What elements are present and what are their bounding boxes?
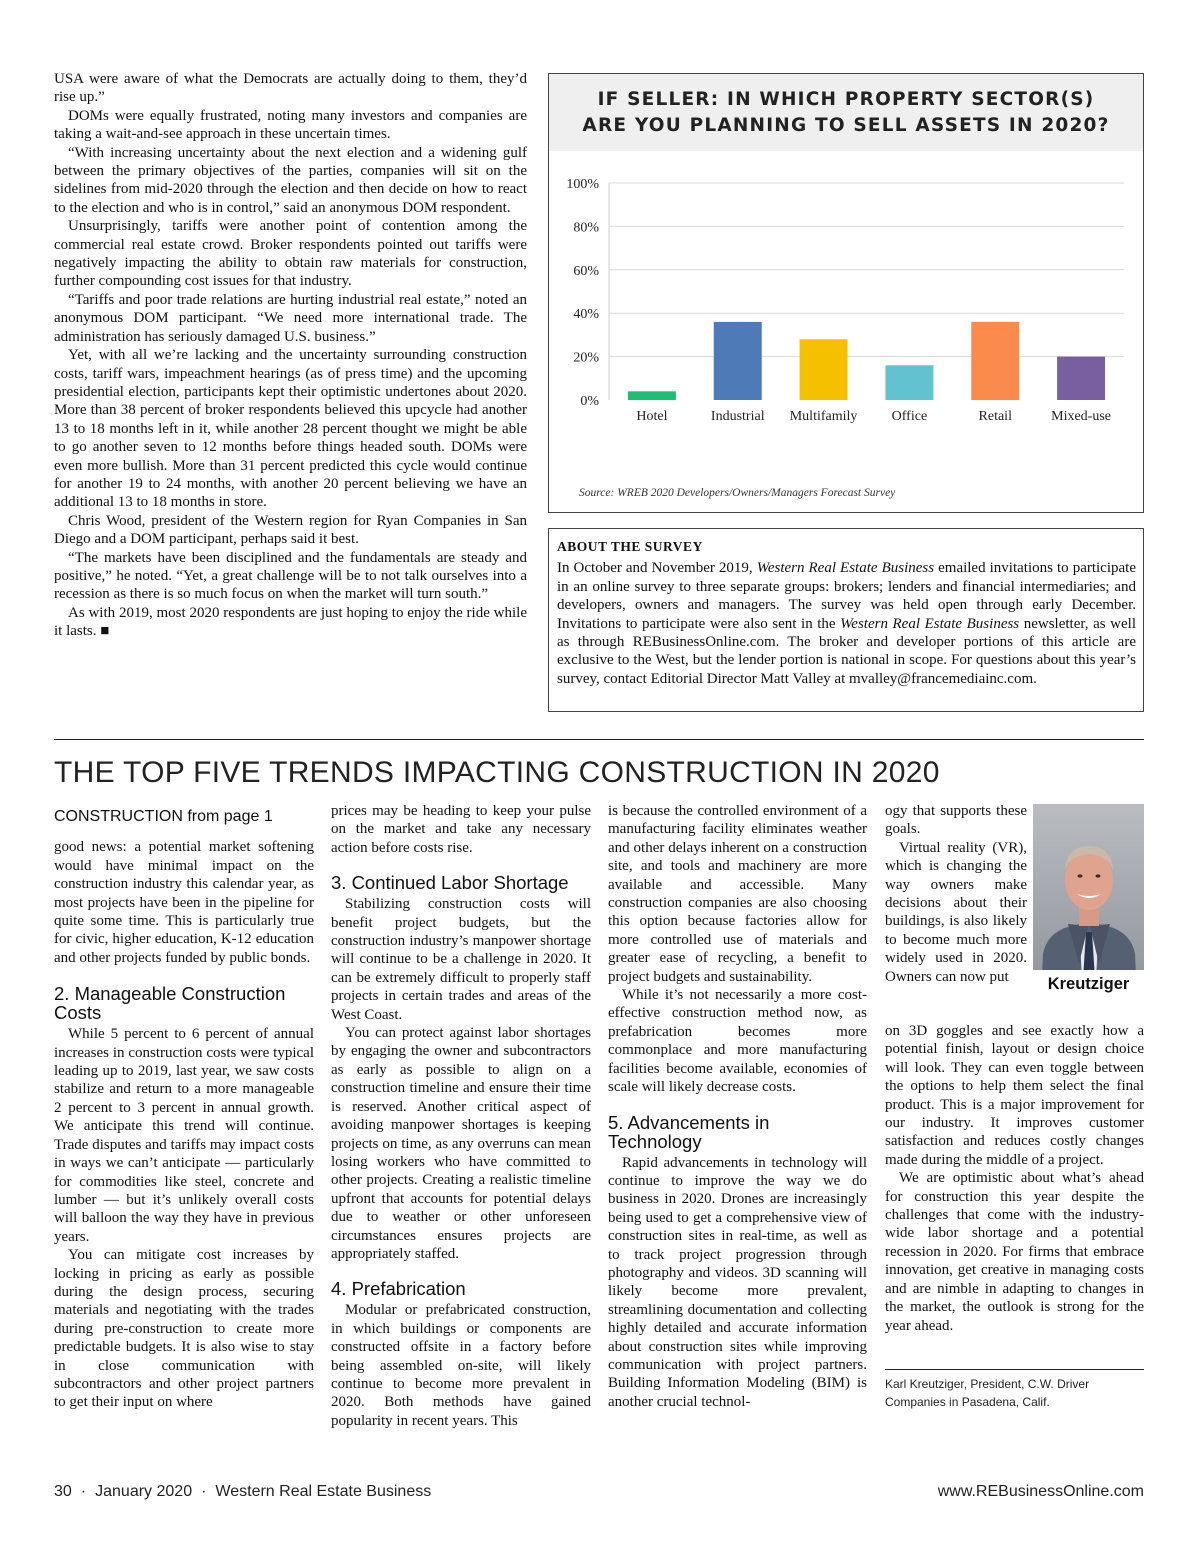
paragraph: “The markets have been disciplined and the fundamentals are steady and positive,” he noted. “Yet, a great challenge will be to not talk ourselves into a recession as there is so much focus on when the market will turn south.” (54, 549, 527, 603)
top-article (54, 70, 527, 641)
paragraph: While it’s not necessarily a more cost-effective construction method now, as prefabrication becomes more commonplace and more manufacturing facilities become available, economies of scale will likely decrease costs. (608, 987, 867, 1096)
x-tick-label: Mixed-use (1051, 409, 1112, 424)
paragraph: “With increasing uncertainty about the next election and a widening gulf between the primary objectives of the parties, companies will sit on the sidelines from mid-2020 through the election and then decide on how to react to the election and who is in control,” said an anonymous DOM respondent. (54, 144, 527, 216)
separator: · (201, 1483, 207, 1500)
y-tick-label: 40% (573, 307, 599, 323)
bar-chart (549, 151, 1143, 481)
paragraph: USA were aware of what the Democrats are actually doing to them, they’d rise up.” (54, 71, 527, 106)
y-tick-label: 20% (573, 350, 599, 366)
column-3 (608, 802, 867, 1411)
about-text (557, 559, 1136, 688)
paragraph: is because the controlled environment of a manufacturing facility eliminates weather and other delays inherent on a construction site, and tools and machinery are more available and accessible. Many construction companies are also choosing this option because factories allow for more controlled use of materials and greater ease of recycling, a benefit to project budgets and sustainability. (608, 803, 867, 985)
paragraph-text: As with 2019, most 2020 respondents are just hoping to enjoy the ride while it lasts. (54, 604, 527, 640)
column-2 (331, 802, 591, 1430)
publication-name: Western Real Estate Business (215, 1483, 432, 1500)
subhead-5: 5. Advancements in Technology (608, 1111, 770, 1152)
y-tick-label: 60% (573, 263, 599, 279)
chart-title-band (549, 74, 1143, 151)
about-survey-box (548, 528, 1144, 712)
x-tick-label: Retail (978, 409, 1012, 424)
chart-source: Source: WREB 2020 Developers/Owners/Managers Forecast Survey (579, 487, 896, 499)
page-number: 30 (54, 1483, 72, 1500)
subhead-4: 4. Prefabrication (331, 1278, 466, 1300)
subhead-3: 3. Continued Labor Shortage (331, 872, 569, 894)
paragraph: Stabilizing construction costs will benefit project budgets, but the construction industry’s manpower shortage will continue to be a challenge in 2020. It can be extremely difficult to properly staff projects in certain trades and areas of the West Coast. (331, 896, 591, 1023)
issue-date: January 2020 (95, 1483, 193, 1500)
paragraph: on 3D goggles and see exactly how a potential finish, layout or design choice will look. They can even toggle between the options to help them select the final product. This is a major improvement for our industry. It improves customer satisfaction and reduces costly changes made during the middle of a project. (885, 1023, 1144, 1168)
subhead-2: 2. Manageable Construction Costs (54, 983, 286, 1024)
paragraph: You can mitigate cost increases by locking in pricing as early as possible during the design process, securing materials and negotiating with the trades during pre-construction to create more predictable budgets. It is also wise to stay in close communication with subcontractors and other project partners to get their input on where (54, 1247, 314, 1411)
paragraph: Virtual reality (VR), which is changing the way owners make decisions about their buildings, is also likely to become much more widely used in 2020. Owners can now put (885, 839, 1027, 985)
paragraph: prices may be heading to keep your pulse on the market and take any necessary action before costs rise. (331, 803, 591, 856)
author-bio: Karl Kreutziger, President, C.W. Driver Companies in Pasadena, Calif. (885, 1377, 1090, 1409)
bio-divider (885, 1369, 1144, 1370)
bar-multifamily (800, 339, 848, 400)
paragraph: We are optimistic about what’s ahead for construction this year despite the challenges that come with the industry-wide labor shortage and a potential recession in 2020. For firms that embrace innovation, get creative in managing costs and are nimble in adapting to changes in the market, the outlook is strong for the year ahead. (885, 1170, 1144, 1334)
x-tick-label: Office (891, 409, 928, 424)
about-text-2: emailed invitations to participate in an online survey to three separate groups: brokers; lenders and financial intermediaries; and developers, owners and managers. The survey was held open through early December. Invitations to participate were also sent in the (557, 560, 1136, 632)
bar-retail (971, 322, 1019, 400)
y-tick-label: 0% (580, 394, 599, 409)
x-tick-label: Hotel (636, 409, 668, 424)
column-4-bottom (885, 1022, 1144, 1335)
photo-caption: Kreutziger (1033, 970, 1144, 998)
paragraph: Chris Wood, president of the Western region for Ryan Companies in San Diego and a DOM participant, perhaps said it best. (54, 512, 527, 548)
y-tick-label: 100% (566, 177, 599, 192)
end-mark-icon: ■ (100, 623, 110, 640)
x-tick-label: Industrial (710, 409, 765, 424)
separator: · (80, 1483, 87, 1500)
x-tick-label: Multifamily (789, 409, 858, 424)
footer-url: www.REBusinessOnline.com (937, 1483, 1144, 1500)
about-italic-2: Western Real Estate Business (840, 615, 1020, 632)
paragraph: You can protect against labor shortages by engaging the owner and subcontractors as early as possible to align on a construction timeline and ensure their time is reserved. Another critical aspect of avoiding manpower shortages is keeping projects on time, as any overruns can mean losing workers who have committed to other projects. Creating a realistic timeline upfront that accounts for potential delays due to weather or other unforeseen circumstances ensures projects are appropriately staffed. (331, 1025, 591, 1262)
section-headline: THE TOP FIVE TRENDS IMPACTING CONSTRUCTION IN 2020 (54, 756, 940, 789)
column-4-top (885, 802, 1027, 986)
paragraph: Rapid advancements in technology will continue to improve the way we do business in 2020. Drones are increasingly being used to get a comprehensive view of construction sites in real-time, as well as to track project progression through photography and videos. 3D scanning will likely become more prevalent, streamlining documentation and collecting highly detailed and accurate information about construction sites while improving communication with project partners. Building Information Modeling (BIM) is another crucial technol- (608, 1154, 867, 1410)
paragraph: Yet, with all we’re lacking and the uncertainty surrounding construction costs, tariff wars, impeachment hearings (as of press time) and the upcoming presidential election, participants kept their optimistic undertones about 2020. More than 38 percent of broker respondents believed this upcycle had another 13 to 18 months left in it, while another 28 percent thought we might be able to go another seven to 12 months before things headed south. DOMs were even more bullish. More than 31 percent predicted this cycle would continue for another 19 to 24 months, with another 20 percent believing we have an additional 13 to 18 months in store. (54, 347, 527, 511)
paragraph: Unsurprisingly, tariffs were another point of contention among the commercial real estate crowd. Broker respondents pointed out tariffs were negatively impacting the ability to obtain raw materials for construction, further compounding cost issues for that industry. (54, 218, 527, 290)
about-text-1: In October and November 2019, (557, 560, 757, 577)
about-heading: ABOUT THE SURVEY (557, 539, 703, 554)
paragraph: ogy that supports these goals. (885, 803, 1027, 838)
about-italic-1: Western Real Estate Business (756, 560, 935, 577)
paragraph: “Tariffs and poor trade relations are hurting industrial real estate,” noted an anonymous DOM participant. “We need more international trade. The administration has seriously damaged U.S. business.” (54, 291, 527, 345)
bar-hotel (628, 391, 676, 400)
bar-office (885, 365, 933, 400)
paragraph: good news: a potential market softening would have minimal impact on the construction industry this calendar year, as most projects have been in the pipeline for quite some time. This is particularly true for civic, higher education, K-12 education and other projects funded by public bonds. (54, 839, 314, 966)
paragraph-last (54, 604, 527, 641)
paragraph: While 5 percent to 6 percent of annual increases in construction costs were typical leading up to 2019, last year, we saw costs stabilize and return to a more manageable 2 percent to 3 percent in annual growth. We anticipate this trend will continue. Trade disputes and tariffs may impact costs in ways we can’t anticipate — particularly for commodities like steel, concrete and lumber — but it’s unlikely overall costs will balloon the way they have in previous years. (54, 1026, 314, 1245)
paragraph: Modular or prefabricated construction, in which buildings or components are constructed offsite in a factory before being assembled on-site, will likely continue to become more prevalent in 2020. Both methods have gained popularity in recent years. This (331, 1302, 591, 1429)
continued-kicker: CONSTRUCTION from page 1 (54, 808, 273, 825)
y-tick-label: 80% (573, 220, 599, 236)
bar-industrial (714, 322, 762, 400)
column-1 (54, 802, 314, 1412)
chart-box (548, 73, 1144, 513)
chart-title: IF SELLER: IN WHICH PROPERTY SECTOR(S) ARE YOU PLANNING TO SELL ASSETS IN 2020? (582, 88, 1110, 136)
about-text-3: newsletter, as well as through REBusinessOnline.com. The broker and developer portions of this article are exclusive to the West, but the lender portion is national in scope. For questions about this year’s survey, contact Editorial Director Matt Valley at mvalley@francemediainc.com. (557, 615, 1136, 687)
headshot-photo (1033, 804, 1144, 998)
section-divider (54, 739, 1144, 740)
footer-left (54, 1483, 431, 1501)
paragraph: DOMs were equally frustrated, noting many investors and companies are taking a wait-and-see approach in these uncertain times. (54, 107, 527, 143)
bar-mixed-use (1057, 357, 1105, 400)
